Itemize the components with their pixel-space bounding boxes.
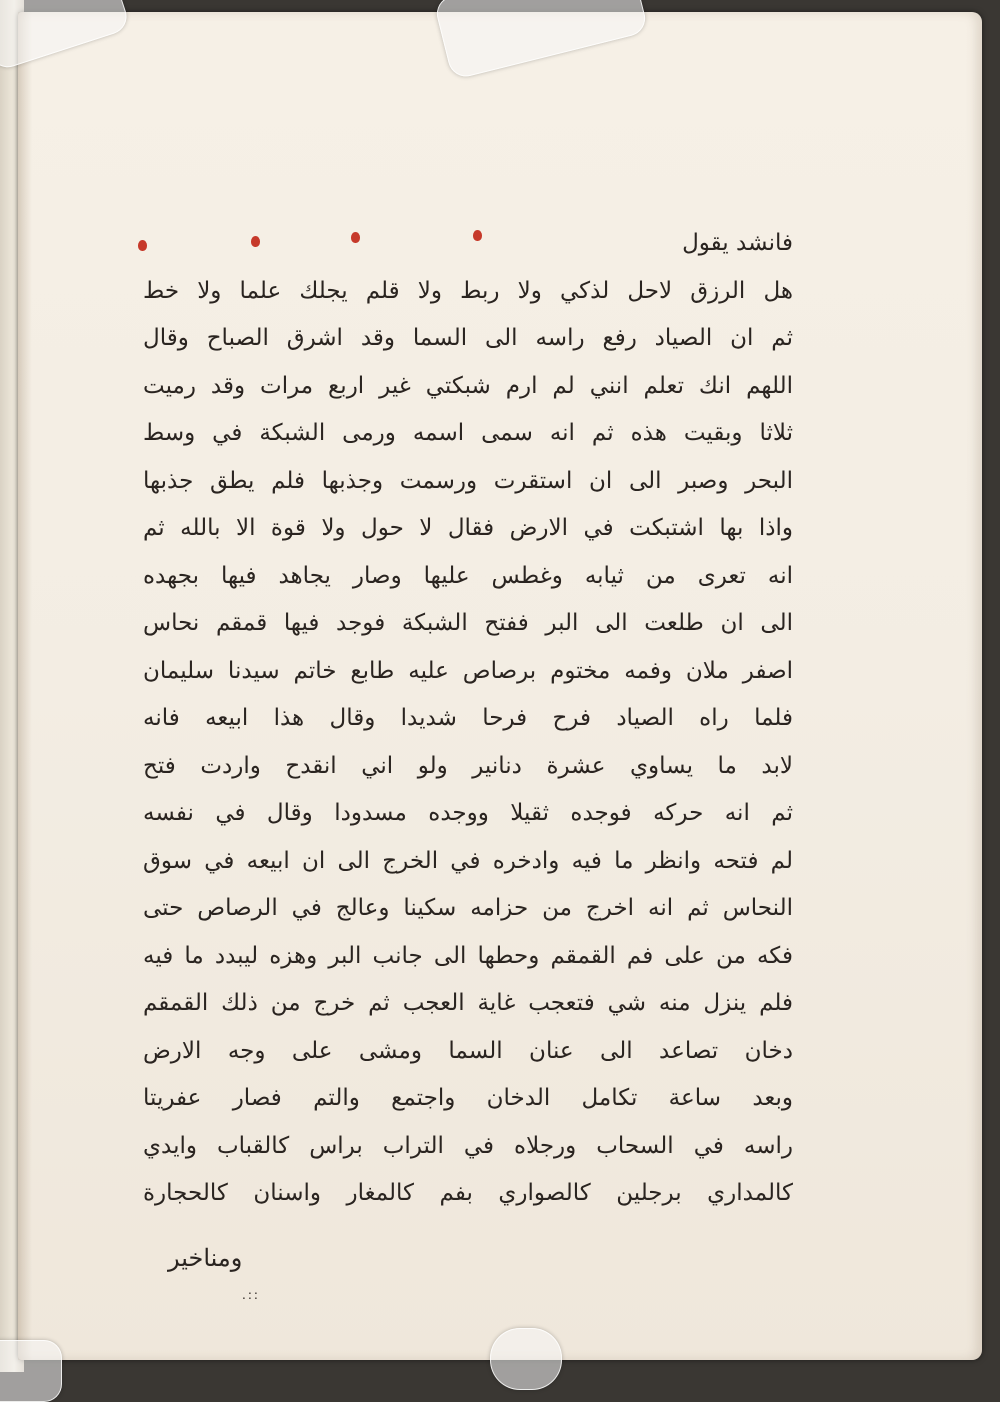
page-clip <box>0 1340 62 1402</box>
text-line: راسه في السحاب ورجلاه في التراب براس كالقباب وايدي <box>143 1132 793 1159</box>
text-line: لم فتحه وانظر ما فيه وادخره في الخرج الى ان ابيعه في سوق <box>143 847 793 874</box>
catchword: ومناخير <box>168 1244 243 1272</box>
text-line: واذا بها اشتبكت في الارض فقال لا حول ولا قوة الا بالله ثم <box>143 515 793 541</box>
text-line: فلم ينزل منه شي فتعجب غاية العجب ثم خرج من ذلك القمقم <box>143 990 793 1016</box>
text-line: ثم ان الصياد رفع راسه الى السما وقد اشرق الصباح وقال <box>143 325 793 351</box>
text-line: دخان تصاعد الى عنان السما ومشى على وجه الارض <box>143 1037 793 1064</box>
text-line: هل الرزق لاحل لذكي ولا ربط ولا قلم يجلك علما ولا خط <box>143 277 793 304</box>
text-line: فلما راه الصياد فرح فرحا شديدا وقال هذا ابيعه فانه <box>143 705 793 731</box>
text-line: اصفر ملان وفمه مختوم برصاص عليه طابع خاتم سيدنا سليمان <box>143 657 793 684</box>
text-line: فكه من على فم القمقم وحطها الى جانب البر وهزه ليبدد ما فيه <box>143 942 793 969</box>
manuscript-text <box>143 220 793 1218</box>
page-clip <box>490 1328 562 1390</box>
text-heading: فانشد يقول <box>682 230 793 256</box>
text-line: اللهم انك تعلم انني لم ارم شبكتي غير اربع مرات وقد رميت <box>143 372 793 399</box>
text-line: لابد ما يساوي عشرة دنانير ولو اني انقدح واردت فتح <box>143 752 793 779</box>
text-line: ثلاثا وبقيت هذه ثم انه سمى اسمه ورمى الشبكة في وسط <box>143 420 793 446</box>
text-line: كالمداري برجلين كالصواري بفم كالمغار واسنان كالحجارة <box>143 1180 793 1206</box>
text-line: انه تعرى من ثيابه وغطس عليها وصار يجاهد فيها بجهده <box>143 562 793 589</box>
catchword-dots: .:: <box>242 1288 260 1302</box>
page-gutter-shadow <box>18 12 32 1360</box>
text-line: الى ان طلعت الى البر ففتح الشبكة فوجد فيها قمقم نحاس <box>143 610 793 636</box>
text-line: النحاس ثم انه اخرج من حزامه سكينا وعالج في الرصاص حتى <box>143 895 793 921</box>
manuscript-page <box>18 12 982 1360</box>
text-line: ثم انه حركه فوجده ثقيلا ووجده مسدودا وقال في نفسه <box>143 800 793 826</box>
text-line: وبعد ساعة تكامل الدخان واجتمع والتم فصار عفريتا <box>143 1085 793 1111</box>
text-line: البحر وصبر الى ان استقرت ورسمت وجذبها فلم يطق جذبها <box>143 467 793 494</box>
